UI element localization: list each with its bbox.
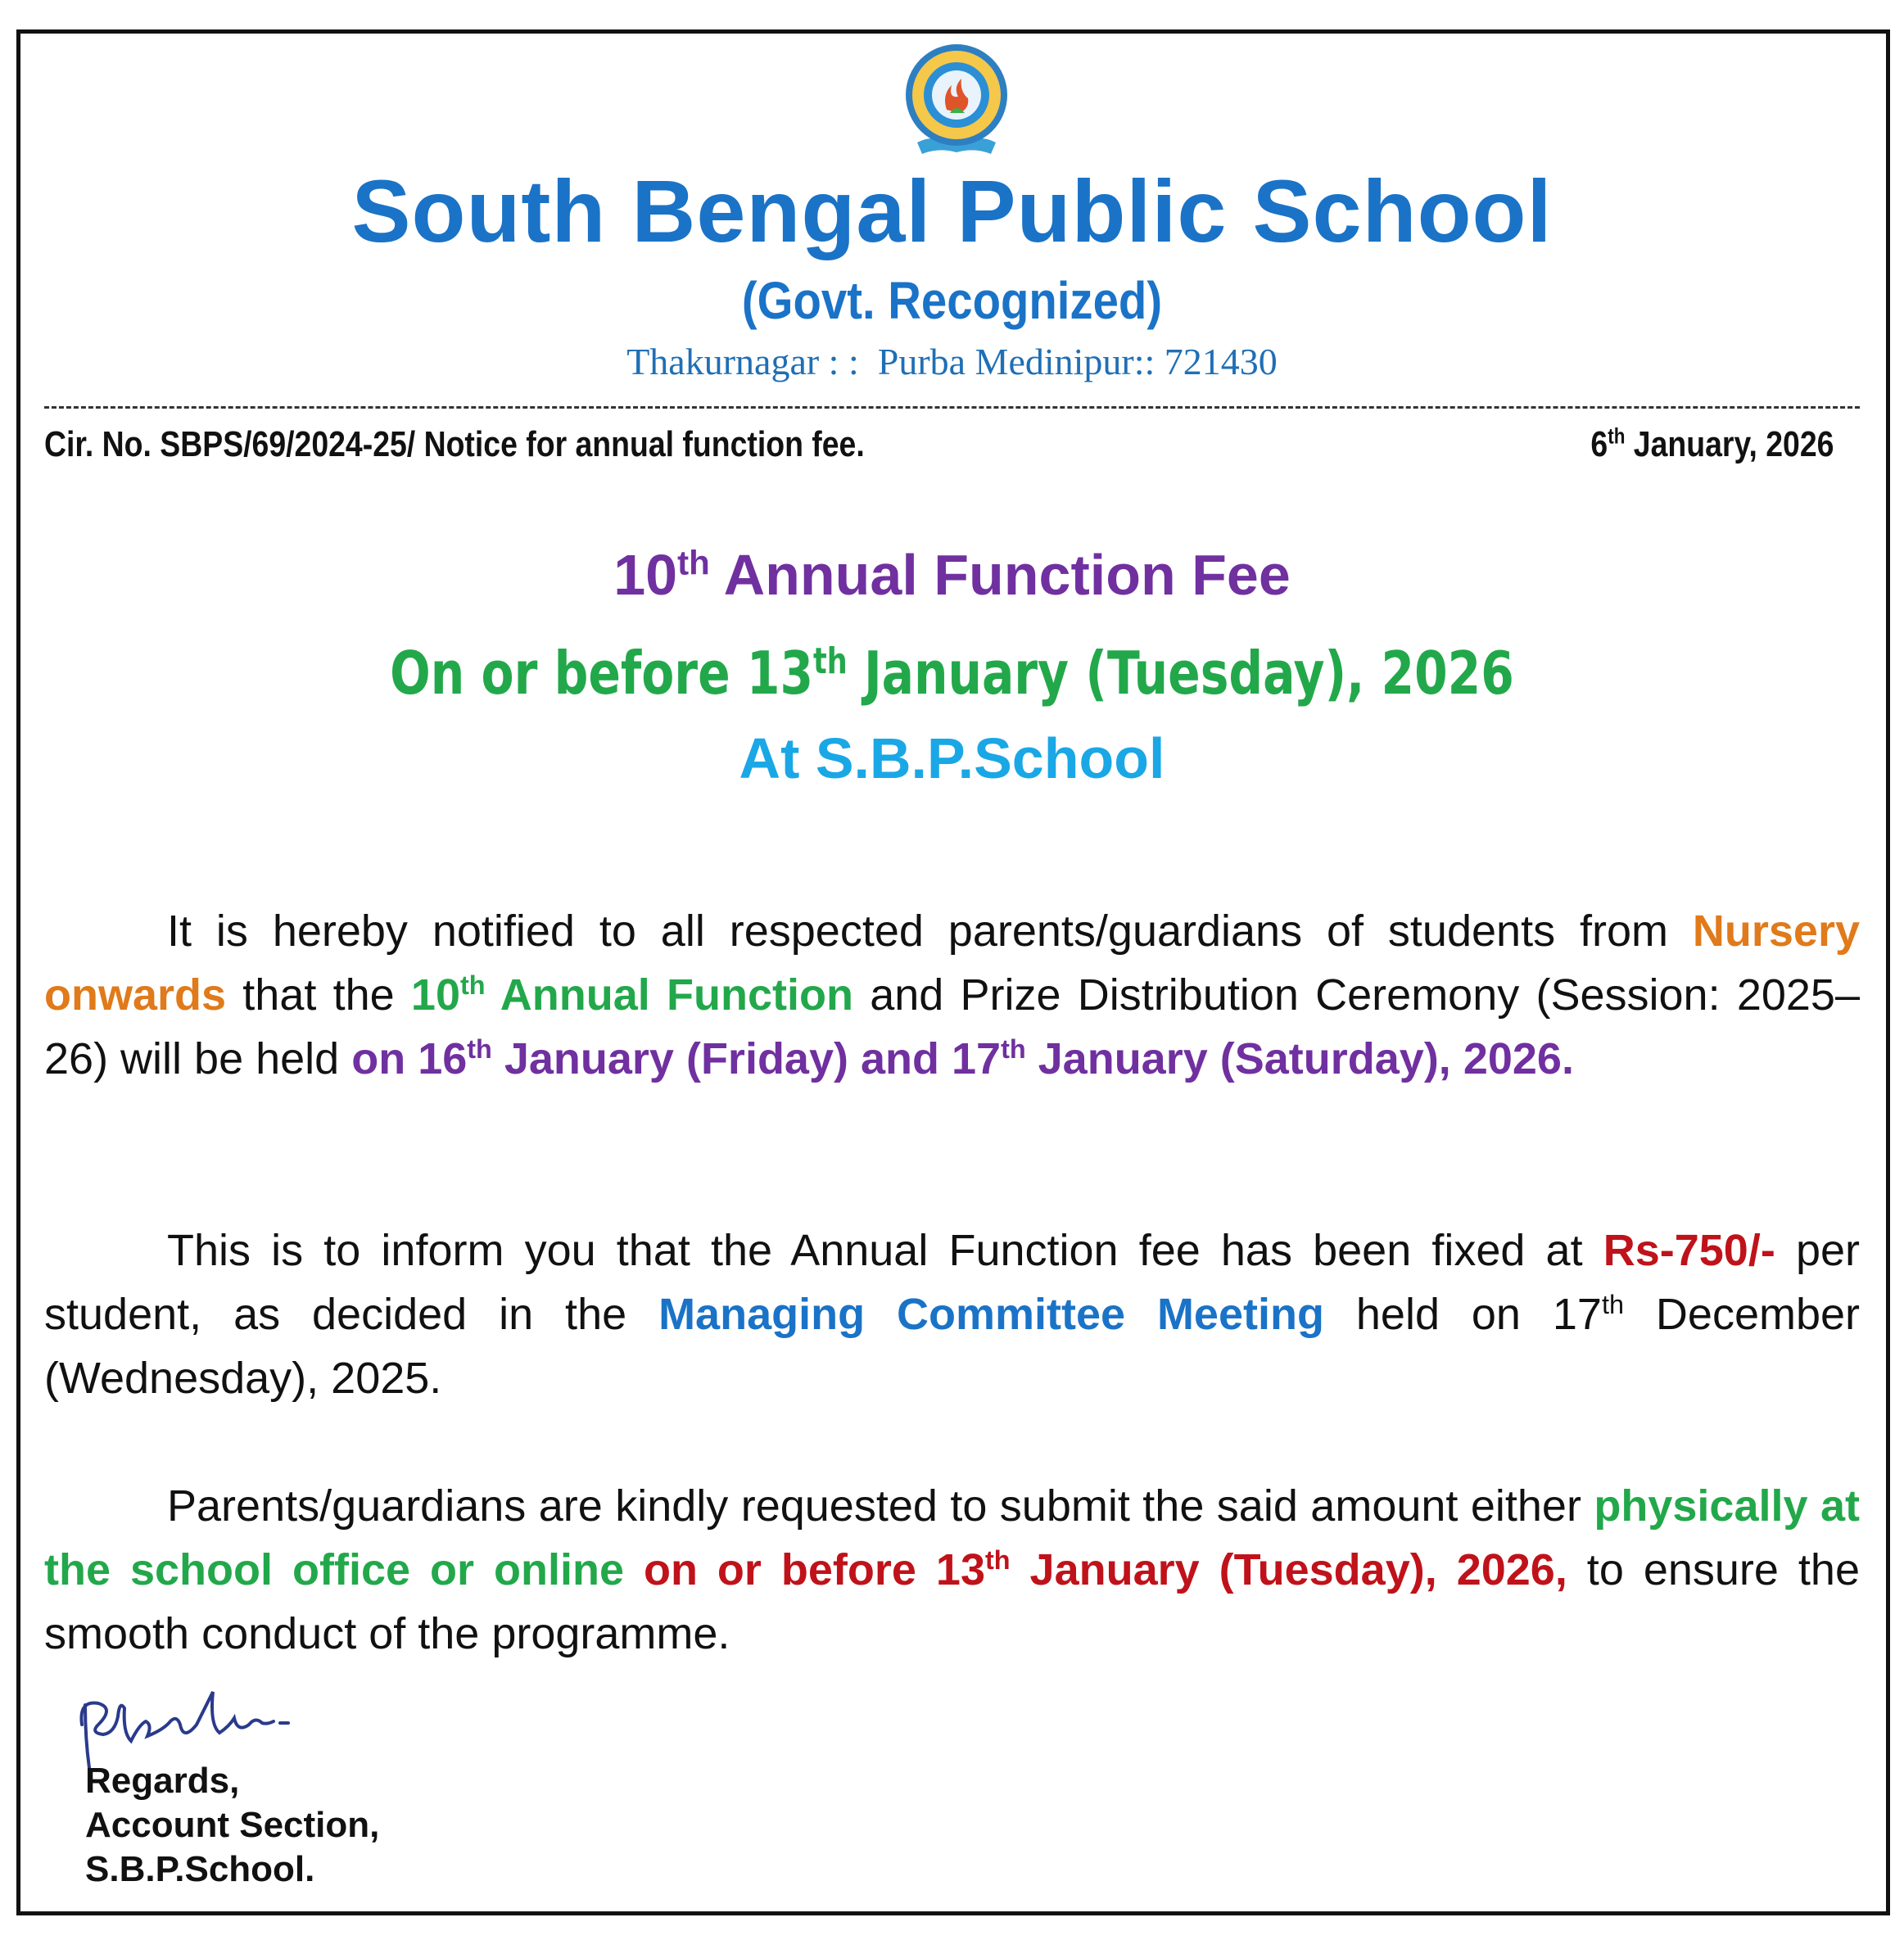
signoff-school: S.B.P.School. <box>85 1849 315 1889</box>
signoff-block <box>85 1759 379 1892</box>
circular-date: 6th January, 2026 <box>1590 423 1834 464</box>
paragraph-notification: It is hereby notified to all respected parents/guardians of students from Nursery onwards that the 10th Annual Function and Prize Distribution Ceremony (Session: 2025–26) will be held on 16th January (Friday) and 17th January (Saturday), 2026. <box>44 907 1860 1083</box>
title-annual-function-fee: 10th Annual Function Fee <box>613 543 1291 607</box>
circular-number: Cir. No. SBPS/69/2024-25/ Notice for annual function fee. <box>44 424 865 464</box>
school-address: Thakurnagar : : Purba Medinipur:: 721430 <box>626 341 1278 382</box>
paragraph-payment: Parents/guardians are kindly requested to submit the said amount either physically at the school office or online on or before 13th January (Tuesday), 2026, to ensure the smooth conduct of the programme. <box>44 1481 1860 1658</box>
signoff-department: Account Section, <box>85 1805 380 1845</box>
title-venue: At S.B.P.School <box>739 726 1165 790</box>
header-divider <box>44 406 1860 409</box>
paragraph-fee: This is to inform you that the Annual Function fee has been fixed at Rs-750/- per student, as decided in the Managing Committee Meeting held on 17th December (Wednesday), 2025. <box>44 1226 1861 1403</box>
signoff-regards: Regards, <box>85 1761 240 1801</box>
recognition-label: (Govt. Recognized) <box>741 271 1163 330</box>
school-name: South Bengal Public School <box>351 161 1553 260</box>
title-deadline: On or before 13th January (Tuesday), 2026 <box>390 639 1514 708</box>
school-logo-icon <box>899 38 1014 162</box>
